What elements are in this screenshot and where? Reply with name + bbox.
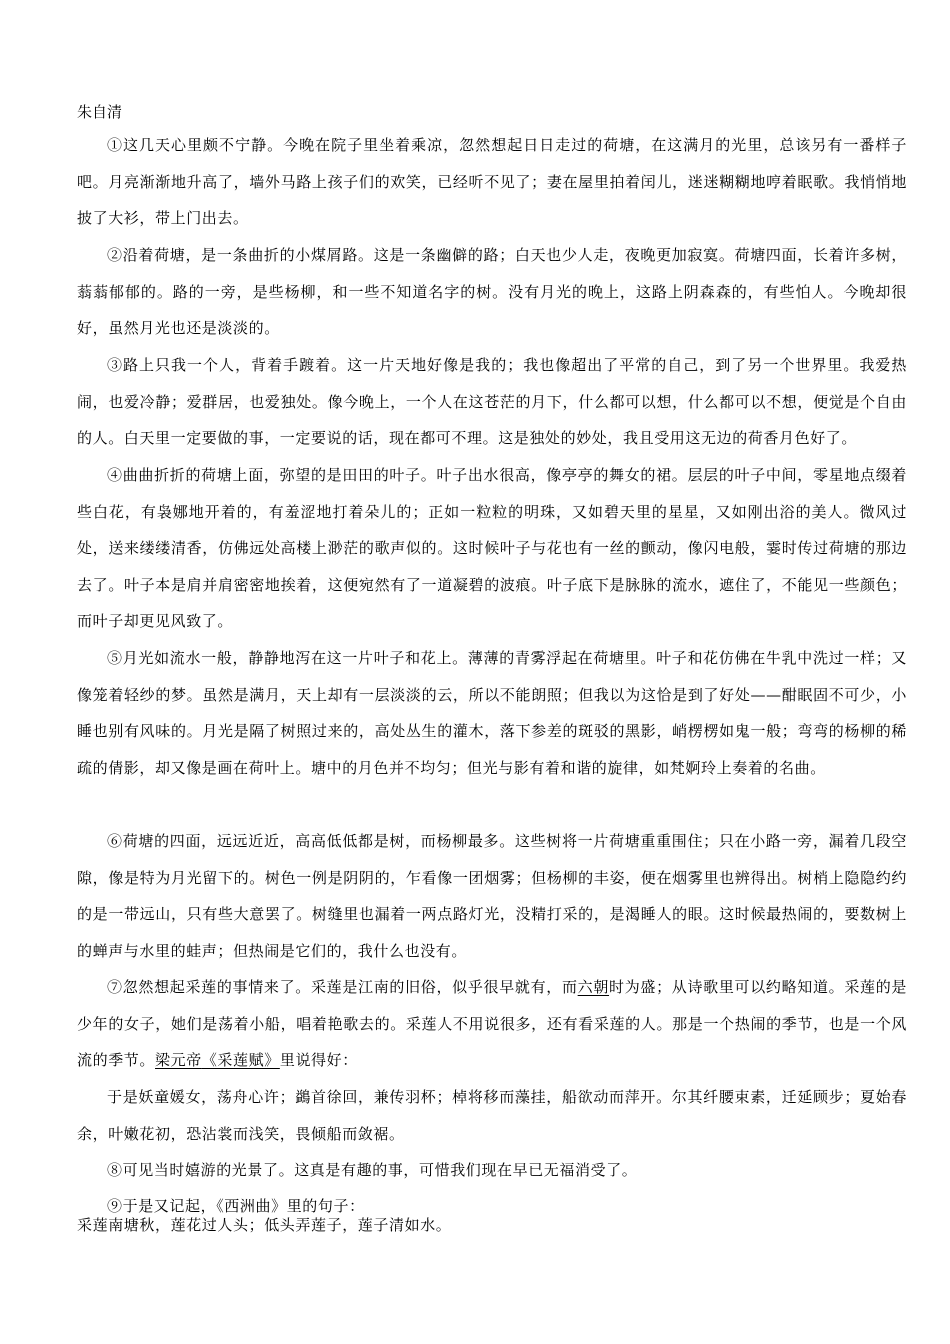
paragraph-4: ④曲曲折折的荷塘上面，弥望的是田田的叶子。叶子出水很高，像亭亭的舞女的裙。层层的叶子中间，零星地点缀着些白花，有袅娜地开着的，有羞涩地打着朵儿的；正如一粒粒的明珠，又如碧天里的星星，又如刚出浴的美人。微风过处，送来缕缕清香，仿佛远处高楼上渺茫的歌声似的。这时候叶子与花也有一丝的颤动，像闪电般，霎时传过荷塘的那边去了。叶子本是肩并肩密密地挨着，这便宛然有了一道凝碧的波痕。叶子底下是脉脉的流水，遮住了，不能见一些颜色；而叶子却更见风致了。 [77,466,907,631]
paragraph-2: ②沿着荷塘，是一条曲折的小煤屑路。这是一条幽僻的路；白天也少人走，夜晚更加寂寞。荷塘四面，长着许多树，蓊蓊郁郁的。路的一旁，是些杨柳，和一些不知道名字的树。没有月光的晚上，这路上阴森森的，有些怕人。今晚却很好，虽然月光也还是淡淡的。 [77,246,907,338]
link-cailian-fu[interactable]: 《采莲赋》 [201,1051,280,1070]
paragraph-6: ⑥荷塘的四面，远远近近，高高低低都是树，而杨柳最多。这些树将一片荷塘重重围住；只在小路一旁，漏着几段空隙，像是特为月光留下的。树色一例是阴阴的，乍看像一团烟雾；但杨柳的丰姿，便在烟雾里也辨得出。树梢上隐隐约约的是一带远山，只有些大意罢了。树缝里也漏着一两点路灯光，没精打采的，是渴睡人的眼。这时候最热闹的，要数树上的蝉声与水里的蛙声；但热闹是它们的，我什么也没有。 [77,832,907,960]
paragraph-5: ⑤月光如流水一般，静静地泻在这一片叶子和花上。薄薄的青雾浮起在荷塘里。叶子和花仿佛在牛乳中洗过一样；又像笼着轻纱的梦。虽然是满月，天上却有一层淡淡的云，所以不能朗照；但我以为这恰是到了好处——酣眠固不可少，小睡也别有风味的。月光是隔了树照过来的，高处丛生的灌木，落下参差的斑驳的黑影，峭楞楞如鬼一般；弯弯的杨柳的稀疏的倩影，却又像是画在荷叶上。塘中的月色并不均匀；但光与影有着和谐的旋律，如梵婀玲上奏着的名曲。 [77,649,907,777]
quote-cailian-fu: 于是妖童媛女，荡舟心许；鷁首徐回，兼传羽杯；棹将移而藻挂，船欲动而萍开。尔其纤腰束素，迁延顾步；夏始春余，叶嫩花初，恐沾裳而浅笑，畏倾船而敛裾。 [77,1088,907,1143]
author-name: 朱自清 [77,103,123,121]
poem-xizhou-qu: 采莲南塘秋，莲花过人头；低头弄莲子，莲子清如水。 [77,1216,452,1234]
paragraph-9: ⑨于是又记起，《西洲曲》里的句子： [107,1197,365,1215]
paragraph-7 [77,969,907,1079]
paragraph-7-text-3: 里说得好： [279,1051,358,1070]
paragraph-7-text-2: 时为盛；从诗歌里可以约略知道。采莲的是少年的女子，她们是荡着小船，唱着艳歌去的。采莲人不用说很多，还有看采莲的人。那是一个热闹的季节，也是一个风流的季节。 [77,978,908,1070]
paragraph-7-text-1: ⑦忽然想起采莲的事情来了。采莲是江南的旧俗，似乎很早就有，而 [107,978,578,996]
paragraph-8: ⑧可见当时嬉游的光景了。这真是有趣的事，可惜我们现在早已无福消受了。 [107,1161,638,1179]
link-liuchao[interactable]: 六朝 [577,978,610,996]
link-liang-yuandi[interactable]: 梁元帝 [155,1051,202,1070]
paragraph-3: ③路上只我一个人，背着手踱着。这一片天地好像是我的；我也像超出了平常的自己，到了另一个世界里。我爱热闹，也爱冷静；爱群居，也爱独处。像今晚上，一个人在这苍茫的月下，什么都可以想，什么都可以不想，便觉是个自由的人。白天里一定要做的事，一定要说的话，现在都可不理。这是独处的妙处，我且受用这无边的荷香月色好了。 [77,356,907,448]
paragraph-1: ①这几天心里颇不宁静。今晚在院子里坐着乘凉，忽然想起日日走过的荷塘，在这满月的光里，总该另有一番样子吧。月亮渐渐地升高了，墙外马路上孩子们的欢笑，已经听不见了；妻在屋里拍着闰儿，迷迷糊糊地哼着眠歌。我悄悄地披了大衫，带上门出去。 [77,136,907,228]
